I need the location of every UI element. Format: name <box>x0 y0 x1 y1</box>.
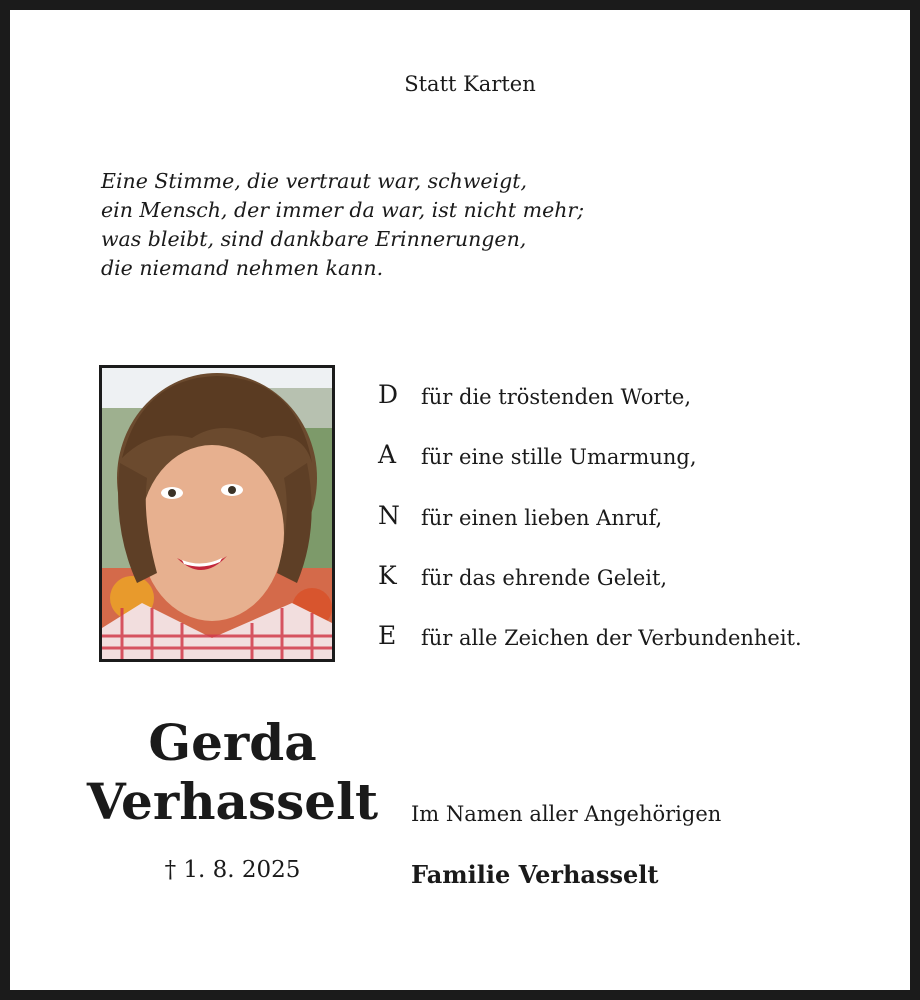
deceased-last-name: Verhasselt <box>86 772 379 831</box>
deceased-first-name: Gerda <box>148 713 317 772</box>
danke-text: für das ehrende Geleit, <box>421 565 668 590</box>
danke-letter: D <box>378 380 399 409</box>
poem-line: Eine Stimme, die vertraut war, schweigt, <box>101 169 527 193</box>
danke-letter: K <box>378 560 397 590</box>
danke-letter: A <box>378 440 397 470</box>
poem <box>101 167 584 283</box>
danke-text: für alle Zeichen der Verbundenheit. <box>421 626 802 651</box>
danke-text: für die tröstenden Worte, <box>421 385 692 409</box>
signature-family: Familie Verhasselt <box>411 860 659 889</box>
death-date: † 1. 8. 2025 <box>164 857 301 883</box>
signature-intro: Im Namen aller Angehörigen <box>411 802 722 826</box>
danke-text: für einen lieben Anruf, <box>421 505 663 530</box>
header-statt-karten: Statt Karten <box>404 72 536 96</box>
portrait-photo <box>99 365 335 662</box>
poem-line: was bleibt, sind dankbare Erinnerungen, <box>101 227 527 251</box>
danke-letter: E <box>378 621 397 651</box>
poem-line: ein Mensch, der immer da war, ist nicht mehr; <box>101 198 585 222</box>
danke-letter: N <box>378 500 400 530</box>
danke-text: für eine stille Umarmung, <box>421 445 697 470</box>
poem-line: die niemand nehmen kann. <box>101 256 384 280</box>
